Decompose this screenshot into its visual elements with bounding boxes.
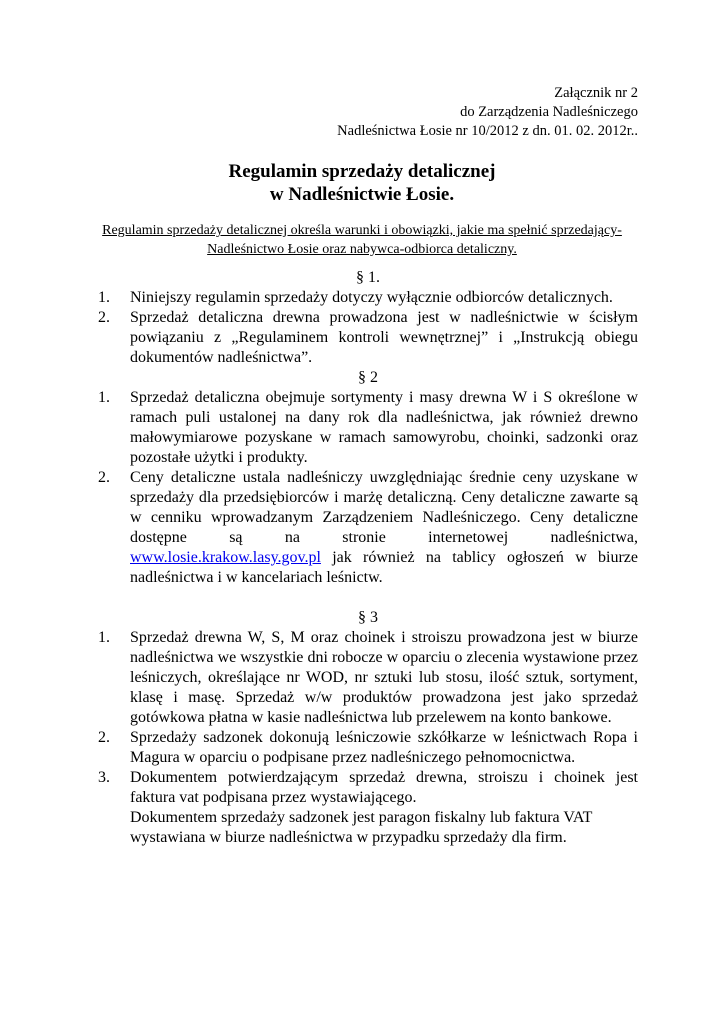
- header-line: Nadleśnictwa Łosie nr 10/2012 z dn. 01. 02. 2012r..: [337, 123, 638, 139]
- item-text: Sprzedaż drewna W, S, M oraz choinek i stroiszu prowadzona jest w biurze nadleśnictwa we wszystkie dni robocze w oparciu o zlecenia wystawione przez leśniczych, określające nr WOD, nr sztuki lub stosu, ilość sztuk, sortyment, klasę i masę. Sprzedaż w/w produktów prowadzona jest jako sprzedaż gotówkowa płatna w kasie nadleśnictwa lub przelewem na konto bankowe.: [130, 629, 638, 726]
- item-number: 2.: [98, 469, 110, 486]
- item-number: 2.: [98, 309, 110, 326]
- item-text: Dokumentem potwierdzającym sprzedaż drewna, stroiszu i choinek jest faktura vat podpisana przez wystawiającego.: [130, 769, 638, 806]
- section-heading: § 3: [358, 609, 378, 626]
- list-item: [98, 388, 638, 468]
- attachment-header: [337, 84, 638, 141]
- item-text: Ceny detaliczne ustala nadleśniczy uwzględniając średnie ceny uzyskane w sprzedaży dla przedsiębiorców i marżę detaliczną. Ceny detaliczne zawarte są w cenniku wprowadzanym Zarządzeniem Nadleśniczego. Ceny detaliczne dostępne są na stronie internetowej nadleśnictwa,: [130, 469, 638, 546]
- item-number: 1.: [98, 289, 110, 306]
- spacer: [98, 588, 638, 608]
- item-number: 1.: [98, 629, 110, 646]
- list-item: [98, 308, 638, 368]
- item-text: jak również na tablicy ogłoszeń w biurze nadleśnictwa i w kancelariach leśnictw.: [130, 549, 638, 586]
- list-item: [98, 288, 638, 308]
- list-item: [98, 468, 638, 588]
- section-2-list: [98, 388, 638, 588]
- section-1-list: [98, 288, 638, 368]
- item-number: 1.: [98, 389, 110, 406]
- regulation-body: [98, 268, 638, 848]
- item-text: Dokumentem sprzedaży sadzonek jest paragon fiskalny lub faktura VAT wystawiana w biurze nadleśnictwa w przypadku sprzedaży dla firm.: [130, 809, 593, 846]
- website-link[interactable]: www.losie.krakow.lasy.gov.pl: [130, 549, 321, 566]
- list-item: [98, 768, 638, 848]
- intro-paragraph: [88, 221, 636, 259]
- item-text: Sprzedaży sadzonek dokonują leśniczowie szkółkarze w leśnictwach Ropa i Magura w oparciu o podpisane przez nadleśniczego pełnomocnictwa.: [130, 729, 638, 766]
- header-line: do Zarządzenia Nadleśniczego: [460, 104, 638, 120]
- section-heading: § 2: [358, 369, 378, 386]
- section-heading: § 1.: [356, 269, 380, 286]
- item-number: 2.: [98, 729, 110, 746]
- section-3-list: [98, 628, 638, 848]
- title-line: w Nadleśnictwie Łosie.: [269, 184, 455, 205]
- item-text: Sprzedaż detaliczna obejmuje sortymenty i masy drewna W i S określone w ramach puli ustalonej na dany rok dla nadleśnictwa, jak również drewno małowymiarowe pozyskane w ramach samowyrobu, choinki, sadzonki oraz pozostałe użytki i produkty.: [130, 389, 638, 466]
- list-item: [98, 728, 638, 768]
- intro-line: Regulamin sprzedaży detalicznej określa warunki i obowiązki, jakie ma spełnić sprzedający-: [102, 223, 622, 238]
- list-item: [98, 628, 638, 728]
- intro-line: Nadleśnictwo Łosie oraz nabywca-odbiorca detaliczny.: [207, 242, 517, 257]
- header-line: Załącznik nr 2: [554, 85, 638, 101]
- item-text: Niniejszy regulamin sprzedaży dotyczy wyłącznie odbiorców detalicznych.: [130, 289, 613, 306]
- item-number: 3.: [98, 769, 110, 786]
- item-text: Sprzedaż detaliczna drewna prowadzona jest w nadleśnictwie w ścisłym powiązaniu z „Regulaminem kontroli wewnętrznej” i „Instrukcją obiegu dokumentów nadleśnictwa”.: [130, 309, 638, 366]
- document-title: [0, 160, 724, 206]
- title-line: Regulamin sprzedaży detalicznej: [228, 161, 496, 182]
